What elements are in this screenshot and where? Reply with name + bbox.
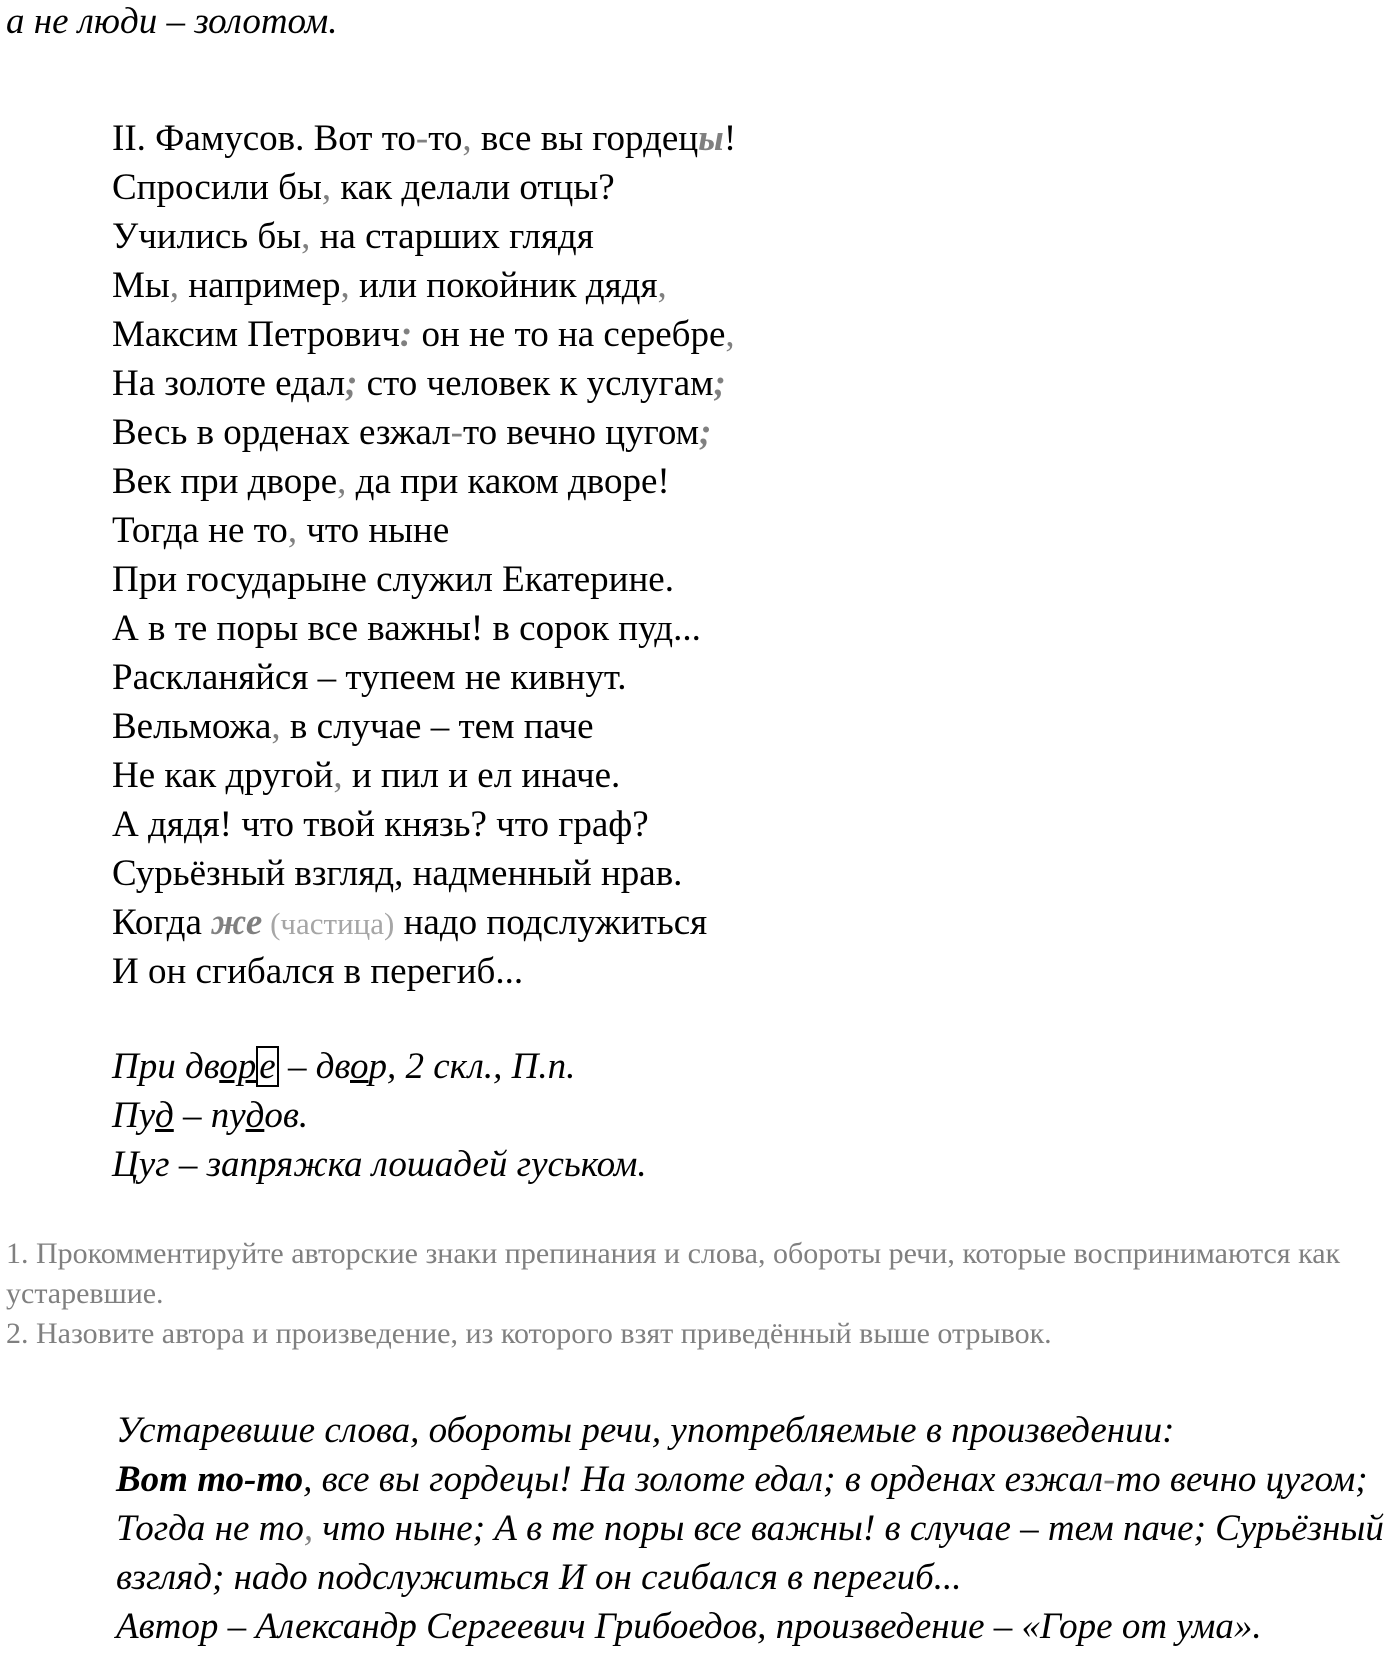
poem-line: Век при дворе, да при каком дворе!: [112, 461, 670, 502]
task-item: 2. Назовите автора и произведение, из которого взят приведённый выше отрывок.: [6, 1317, 1052, 1350]
particle-highlight: же: [211, 902, 263, 943]
poem-excerpt: [112, 114, 736, 996]
poem-line: II. Фамусов. Вот то-то, все вы гордецы!: [112, 118, 737, 159]
poem-line: А дядя! что твой князь? что граф?: [112, 804, 649, 845]
answer-paragraph: Вот то-то, все вы гордецы! На золоте едал; в орденах езжал-то вечно цугом; Тогда не то, что ныне; А в те поры все важны! в случае – тем паче; Сурьёзный взгляд; надо подслужиться И он сгибался в перегиб...: [116, 1459, 1384, 1598]
poem-line: Максим Петрович: он не то на серебре,: [112, 314, 735, 355]
answer-heading: Устаревшие слова, обороты речи, употребляемые в произведении:: [116, 1410, 1175, 1451]
poem-line: Учились бы, на старших глядя: [112, 216, 594, 257]
answer-block: [6, 1406, 1390, 1651]
poem-line: На золоте едал; сто человек к услугам;: [112, 363, 726, 404]
note-line: Пуд – пудов.: [112, 1095, 309, 1136]
author-answer: Автор – Александр Сергеевич Грибоедов, произведение – «Горе от ума».: [116, 1606, 1262, 1647]
task-list: [6, 1234, 1386, 1354]
preceding-text-line: а не люди – золотом.: [6, 1, 338, 42]
note-line: При дворе – двор, 2 скл., П.п.: [112, 1046, 576, 1087]
poem-line: Сурьёзный взгляд, надменный нрав.: [112, 853, 683, 894]
poem-line: А в те поры все важны! в сорок пуд...: [112, 608, 701, 649]
poem-line: Тогда не то, что ныне: [112, 510, 450, 551]
vocabulary-notes: [112, 1042, 647, 1189]
particle-annotation: (частица): [262, 906, 395, 941]
poem-line: Когда же (частица) надо подслужиться: [112, 902, 708, 943]
task-item: 1. Прокомментируйте авторские знаки препинания и слова, обороты речи, которые воспринимаются как устаревшие.: [6, 1237, 1341, 1310]
poem-line: Вельможа, в случае – тем паче: [112, 706, 594, 747]
poem-line: При государыне служил Екатерине.: [112, 559, 674, 600]
poem-line: Спросили бы, как делали отцы?: [112, 167, 615, 208]
ending-box: е: [256, 1046, 278, 1087]
poem-line: Мы, например, или покойник дядя,: [112, 265, 667, 306]
poem-line: Раскланяйся – тупеем не кивнут.: [112, 657, 627, 698]
note-line: Цуг – запряжка лошадей гуськом.: [112, 1144, 647, 1185]
poem-line: Весь в орденах езжал-то вечно цугом;: [112, 412, 712, 453]
poem-line: Не как другой, и пил и ел иначе.: [112, 755, 621, 796]
poem-line: И он сгибался в перегиб...: [112, 951, 524, 992]
